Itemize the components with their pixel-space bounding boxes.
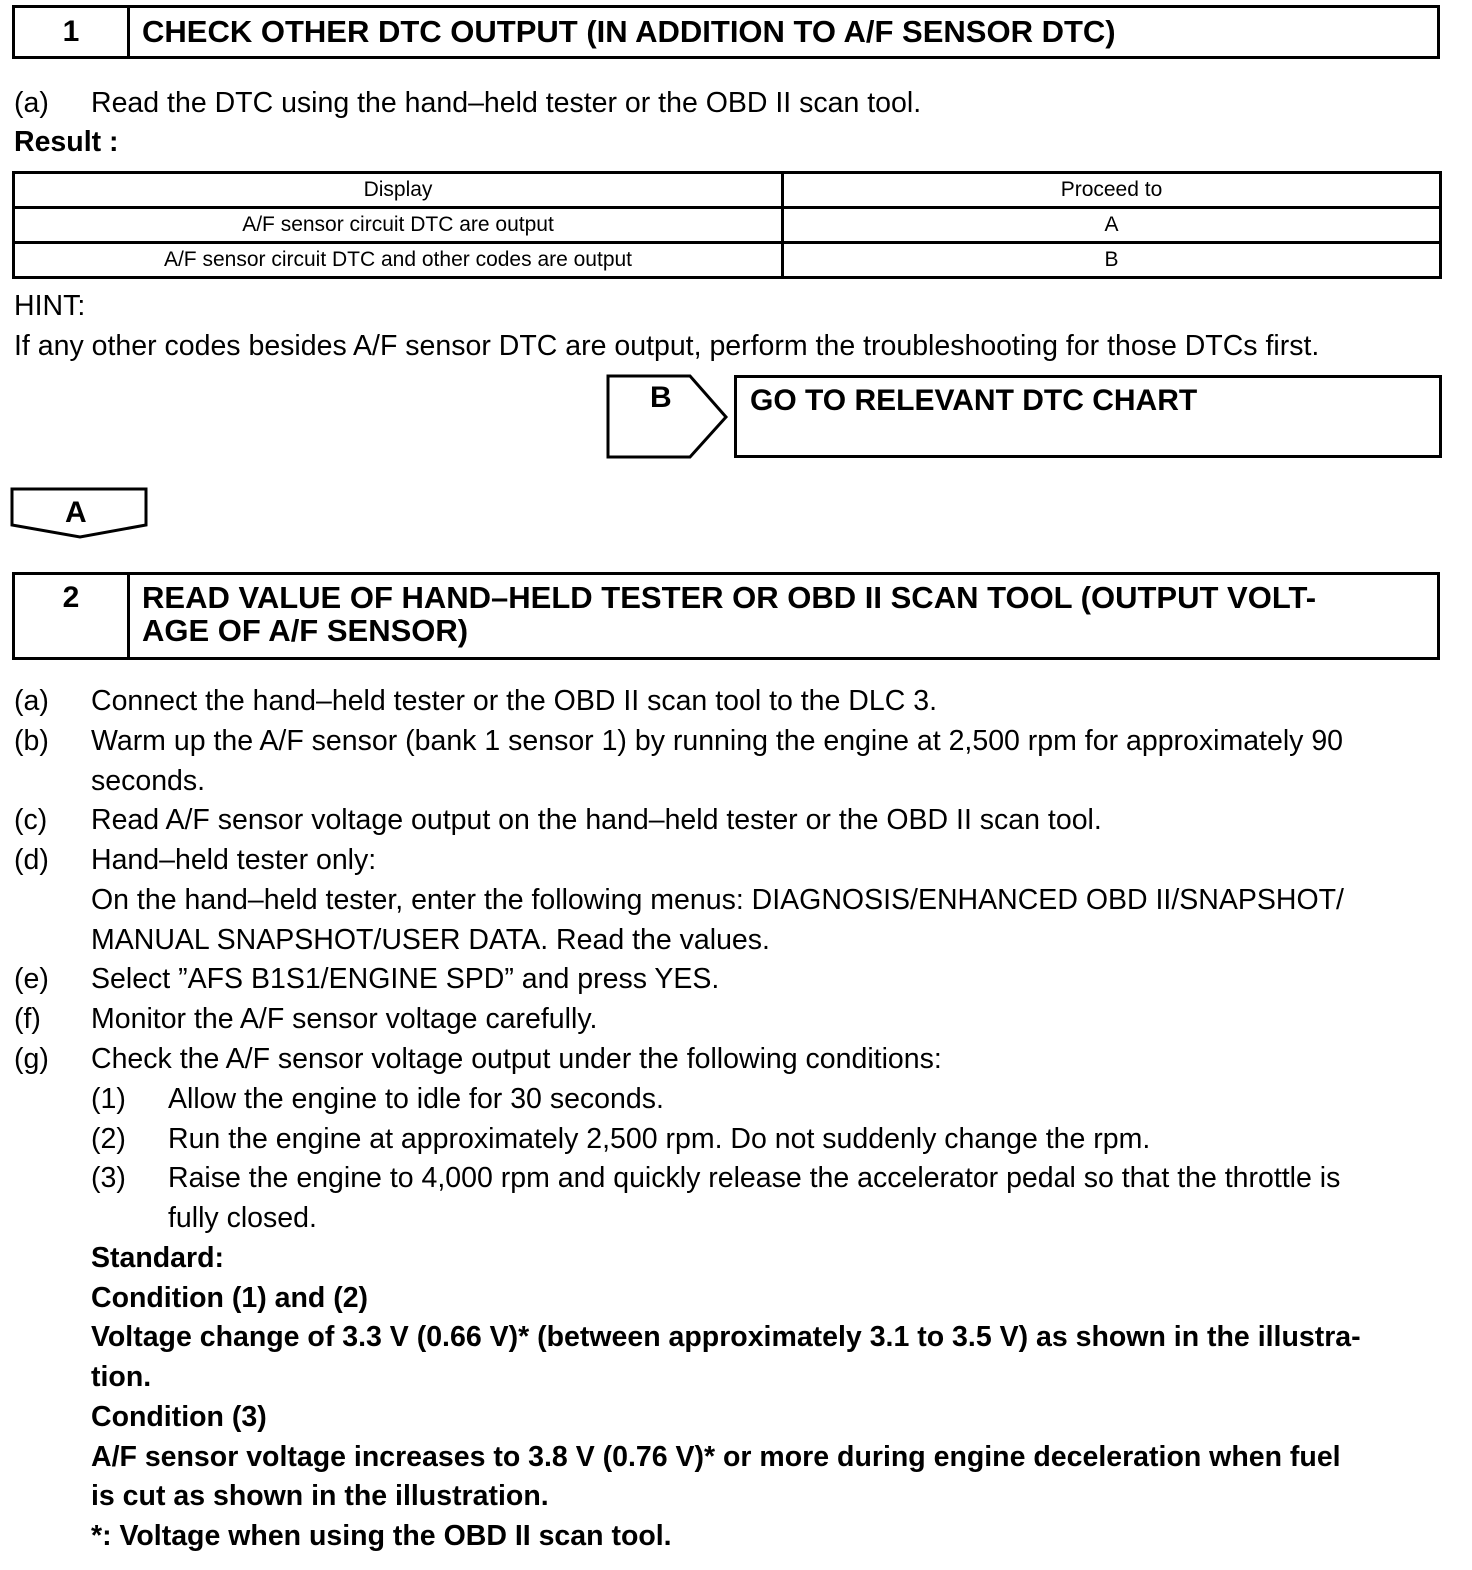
table-header-display: Display — [14, 173, 783, 208]
hint-label: HINT: — [14, 290, 86, 322]
step-1-number: 1 — [15, 8, 130, 56]
step-2-title-line-1: READ VALUE OF HAND–HELD TESTER OR OBD II SCAN TOOL (OUTPUT VOLT- — [142, 580, 1317, 615]
item-label: (e) — [14, 963, 49, 995]
standard-text-1: Voltage change of 3.3 V (0.66 V)* (between approximately 3.1 to 3.5 V) as shown in the illustra- — [91, 1321, 1361, 1353]
step-2-item-b-cont: seconds. — [91, 765, 206, 797]
step-2-header — [12, 572, 1440, 660]
branch-b-text: GO TO RELEVANT DTC CHART — [750, 384, 1198, 417]
step-1-title: CHECK OTHER DTC OUTPUT (IN ADDITION TO A/F SENSOR DTC) — [142, 14, 1116, 49]
branch-b-box — [734, 375, 1442, 458]
table-header-row — [14, 173, 1441, 208]
item-text: Hand–held tester only: — [91, 844, 377, 876]
table-cell: A/F sensor circuit DTC and other codes are output — [14, 243, 783, 278]
item-text: Read A/F sensor voltage output on the hand–held tester or the OBD II scan tool. — [91, 804, 1102, 836]
subitem-text: Allow the engine to idle for 30 seconds. — [168, 1083, 664, 1115]
item-text: Select ”AFS B1S1/ENGINE SPD” and press YES. — [91, 963, 720, 995]
standard-label: Standard: — [91, 1242, 225, 1274]
standard-footnote: *: Voltage when using the OBD II scan tool. — [91, 1520, 672, 1552]
branch-a-tag: A — [65, 496, 87, 529]
item-text: Warm up the A/F sensor (bank 1 sensor 1) by running the engine at 2,500 rpm for approximately 90 — [91, 725, 1344, 757]
item-label: (b) — [14, 725, 49, 757]
item-label: (f) — [14, 1003, 41, 1035]
result-table — [12, 171, 1442, 279]
subitem-label: (3) — [91, 1162, 126, 1194]
step-2-number: 2 — [15, 575, 130, 657]
subitem-text: Run the engine at approximately 2,500 rpm. Do not suddenly change the rpm. — [168, 1123, 1151, 1155]
standard-text-1-cont: tion. — [91, 1361, 152, 1393]
item-label: (g) — [14, 1043, 49, 1075]
item-label: (a) — [14, 685, 49, 717]
step-2-item-d-cont-2: MANUAL SNAPSHOT/USER DATA. Read the values. — [91, 924, 770, 956]
step-2-title-line-2: AGE OF A/F SENSOR) — [142, 613, 469, 648]
hint-text: If any other codes besides A/F sensor DTC are output, perform the troubleshooting for those DTCs first. — [14, 330, 1320, 362]
item-text: Connect the hand–held tester or the OBD II scan tool to the DLC 3. — [91, 685, 937, 717]
item-text: Read the DTC using the hand–held tester or the OBD II scan tool. — [91, 87, 922, 119]
table-cell: A/F sensor circuit DTC are output — [14, 208, 783, 243]
step-2-title — [130, 575, 1437, 657]
item-label: (d) — [14, 844, 49, 876]
standard-condition-3: Condition (3) — [91, 1401, 267, 1433]
subitem-label: (2) — [91, 1123, 126, 1155]
table-cell: A — [783, 208, 1441, 243]
step-1-header — [12, 5, 1440, 59]
table-cell: B — [783, 243, 1441, 278]
table-row — [14, 208, 1441, 243]
standard-text-3: A/F sensor voltage increases to 3.8 V (0.76 V)* or more during engine deceleration when fuel — [91, 1441, 1341, 1473]
step-2-item-d-cont-1: On the hand–held tester, enter the following menus: DIAGNOSIS/ENHANCED OBD II/SNAPSHOT/ — [91, 884, 1344, 916]
item-label: (c) — [14, 804, 48, 836]
table-header-proceed: Proceed to — [783, 173, 1441, 208]
standard-text-3-cont: is cut as shown in the illustration. — [91, 1480, 549, 1512]
item-label: (a) — [14, 87, 49, 119]
standard-condition-1-2: Condition (1) and (2) — [91, 1282, 369, 1314]
item-text: Check the A/F sensor voltage output under the following conditions: — [91, 1043, 942, 1075]
branch-b-tag: B — [650, 381, 672, 414]
subitem-label: (1) — [91, 1083, 126, 1115]
step-2-subitem-3-cont: fully closed. — [168, 1202, 317, 1234]
result-label: Result : — [14, 126, 119, 158]
subitem-text: Raise the engine to 4,000 rpm and quickly release the accelerator pedal so that the throttle is — [168, 1162, 1341, 1194]
table-row — [14, 243, 1441, 278]
item-text: Monitor the A/F sensor voltage carefully. — [91, 1003, 598, 1035]
